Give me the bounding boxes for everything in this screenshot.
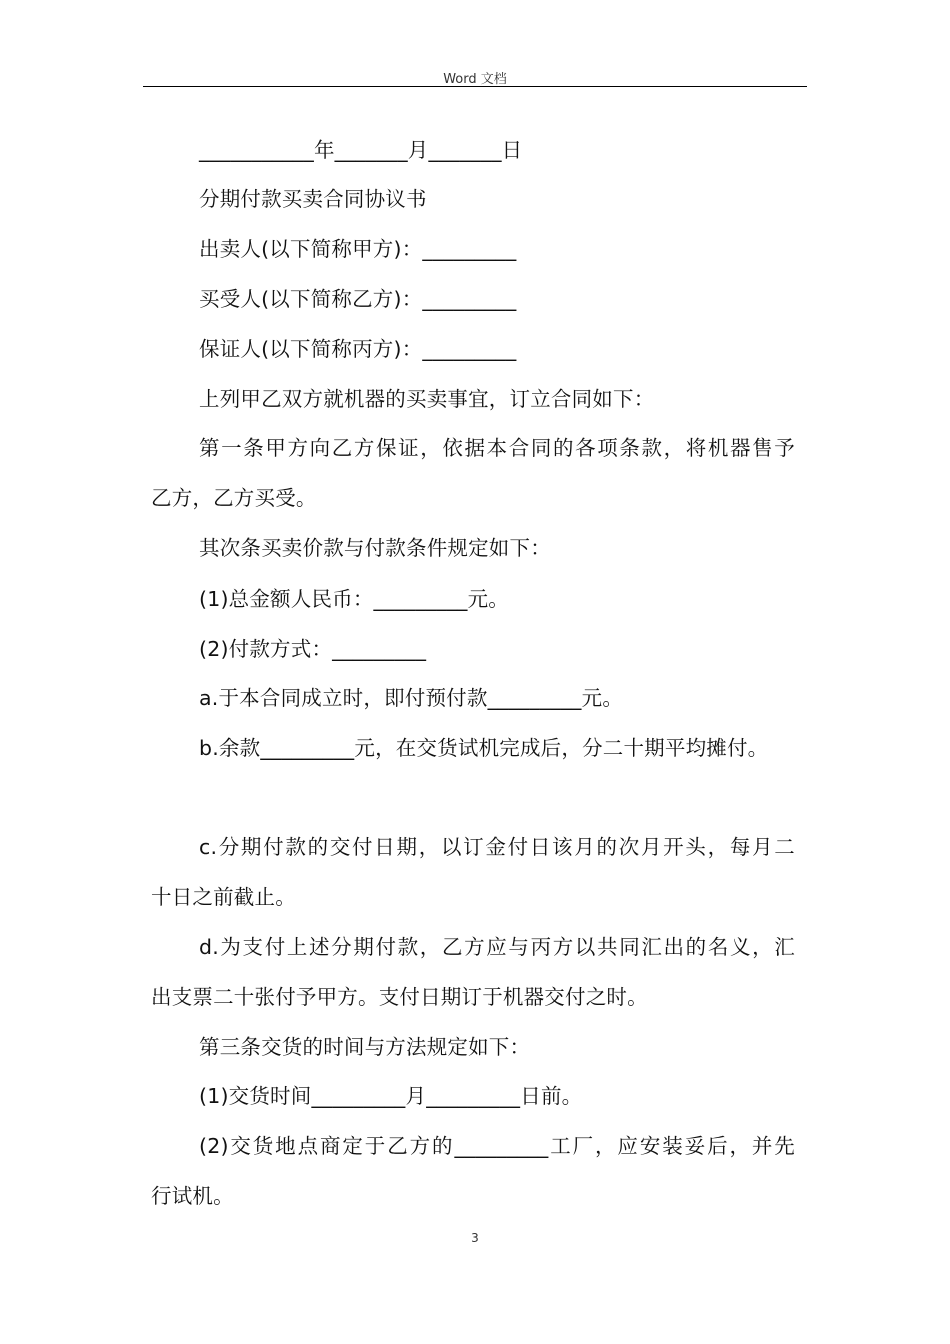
date-line: ___________年_______月_______日 [199,138,523,162]
article-3-heading: 第三条交货的时间与方法规定如下： [199,1035,531,1059]
article-1-line-2: 乙方，乙方买受。 [151,486,317,510]
item-a-line: a.于本合同成立时，即付预付款_________元。 [199,686,624,710]
seller-line: 出卖人(以下简称甲方)：_________ [199,237,517,261]
total-amount-line: (1)总金额人民币：_________元。 [199,587,509,611]
document-title: 分期付款买卖合同协议书 [199,187,427,211]
payment-method-line: (2)付款方式：_________ [199,637,427,661]
item-d-line-1: d.为支付上述分期付款，乙方应与丙方以共同汇出的名义，汇 [199,935,795,959]
page-number: 3 [471,1231,479,1245]
header-divider [143,86,807,87]
delivery-time-line: (1)交货时间_________月_________日前。 [199,1084,583,1108]
article-2-heading: 其次条买卖价款与付款条件规定如下： [199,536,551,560]
item-c-line-2: 十日之前截止。 [151,885,296,909]
item-c-line-1: c.分期付款的交付日期，以订金付日该月的次月开头，每月二 [199,835,795,859]
delivery-place-line-1: (2)交货地点商定于乙方的_________工厂，应安装妥后，并先 [199,1134,795,1158]
buyer-line: 买受人(以下简称乙方)：_________ [199,287,517,311]
preamble-line: 上列甲乙双方就机器的买卖事宜，订立合同如下： [199,387,655,411]
page-header: Word 文档 [443,72,507,87]
item-d-line-2: 出支票二十张付予甲方。支付日期订于机器交付之时。 [151,985,648,1009]
guarantor-line: 保证人(以下简称丙方)：_________ [199,337,517,361]
delivery-place-line-2: 行试机。 [151,1184,234,1208]
item-b-line: b.余款_________元，在交货试机完成后，分二十期平均摊付。 [199,736,769,760]
article-1-line-1: 第一条甲方向乙方保证，依据本合同的各项条款，将机器售予 [199,436,795,460]
